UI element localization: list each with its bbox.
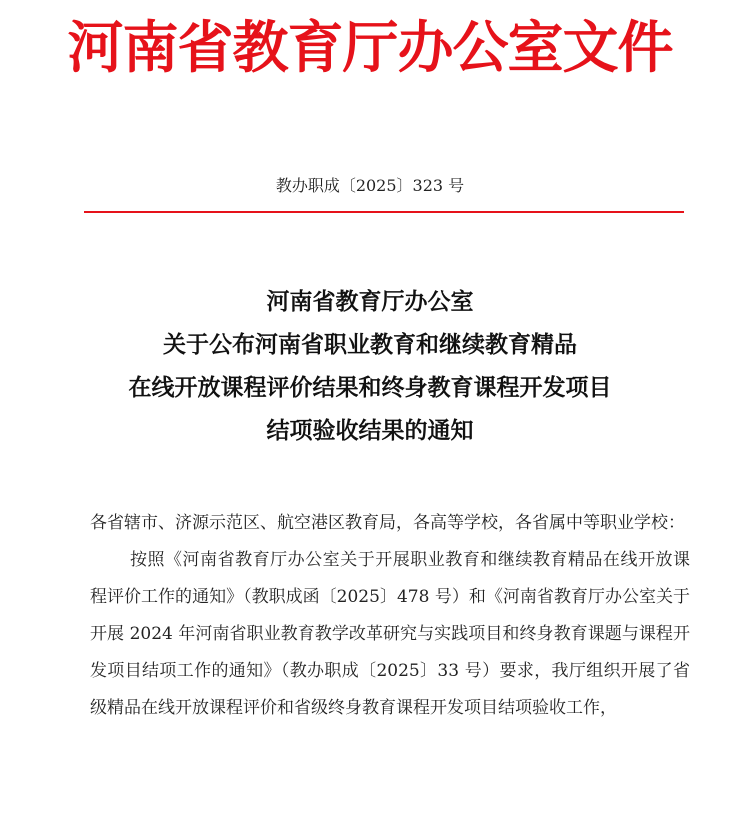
body-paragraph: 按照《河南省教育厅办公室关于开展职业教育和继续教育精品在线开放课程评价工作的通知》（教职成函〔2025〕478 号）和《河南省教育厅办公室关于开展 2024 年河南省职业教育教学改革研究与实践项目和终身教育课题与课程开发项目结项工作的通知》（教办职成〔2025〕33 号）要求，我厅组织开展了省级精品在线开放课程评价和省级终身教育课程开发项目结项验收工作， bbox=[90, 550, 690, 718]
title-line-2: 关于公布河南省职业教育和继续教育精品 bbox=[163, 332, 577, 358]
document-title bbox=[0, 281, 740, 453]
document-body bbox=[90, 505, 690, 727]
addressee-paragraph: 各省辖市、济源示范区、航空港区教育局，各高等学校，各省属中等职业学校： bbox=[90, 513, 685, 533]
document-number: 教办职成〔2025〕323 号 bbox=[275, 176, 465, 195]
document-masthead: 河南省教育厅办公室文件 bbox=[67, 15, 673, 81]
title-line-3: 在线开放课程评价结果和终身教育课程开发项目 bbox=[128, 375, 612, 401]
red-divider-line bbox=[84, 211, 684, 213]
title-line-4: 结项验收结果的通知 bbox=[266, 418, 474, 444]
title-line-1: 河南省教育厅办公室 bbox=[266, 289, 474, 315]
